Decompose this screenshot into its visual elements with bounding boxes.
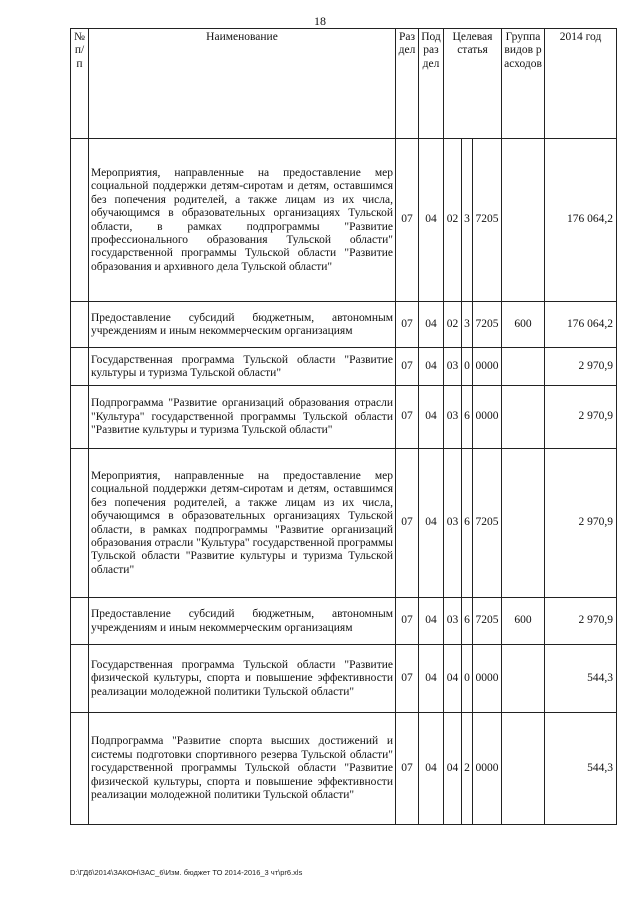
amount-cell: 176 064,2 [545,302,617,348]
group-cell [502,713,545,825]
name-cell: Подпрограмма "Развитие спорта высших достижений и системы подготовки спортивного резерва Тульской области" государственной программы Тульской области "Развитие физической культуры, спорта и повышение эффективности реализации молодежной политики Тульской области" [89,713,396,825]
header-name: Наименование [89,29,396,139]
name-cell: Мероприятия, направленные на предоставление мер социальной поддержки детям-сиротам и детям, оставшимся без попечения родителей, а также лицам из их числа, обучающимся в образовательных организациях Тульской области, в рамках подпрограммы "Развитие организаций образования отрасли "Культура" государственной программы Тульской области "Развитие культуры и туризма Тульской области" [89,449,396,598]
num-cell [71,449,89,598]
header-year: 2014 год [545,29,617,139]
razdel-cell: 07 [396,386,419,449]
file-path-footer: D:\ГД6\2014\ЗАКОН\ЗАС_6\Изм. бюджет ТО 2014-2016_3 чт\pr6.xls [70,868,303,877]
target-part1-cell: 02 [444,139,462,302]
target-part1-cell: 02 [444,302,462,348]
table-header-row [71,29,617,139]
amount-cell: 2 970,9 [545,348,617,386]
target-part2-cell: 2 [462,713,473,825]
podrazdel-cell: 04 [419,348,444,386]
target-part1-cell: 03 [444,449,462,598]
table-row [71,348,617,386]
budget-table [70,28,617,825]
amount-cell: 2 970,9 [545,449,617,598]
razdel-cell: 07 [396,302,419,348]
target-part2-cell: 6 [462,449,473,598]
num-cell [71,598,89,645]
num-cell [71,139,89,302]
num-cell [71,348,89,386]
num-cell [71,645,89,713]
name-cell: Мероприятия, направленные на предоставление мер социальной поддержки детям-сиротам и детям, оставшимся без попечения родителей, а также лицам из их числа, обучающимся в образовательных организациях Тульской области, в рамках подпрограммы "Развитие профессионального образования Тульской области" государственной программы Тульской области "Развитие образования и архивного дела Тульской области" [89,139,396,302]
amount-cell: 2 970,9 [545,598,617,645]
razdel-cell: 07 [396,348,419,386]
group-cell [502,139,545,302]
table-row [71,139,617,302]
amount-cell: 544,3 [545,645,617,713]
name-cell: Государственная программа Тульской области "Развитие физической культуры, спорта и повышение эффективности реализации молодежной политики Тульской области" [89,645,396,713]
name-cell: Предоставление субсидий бюджетным, автономным учреждениям и иным некоммерческим организациям [89,302,396,348]
name-cell: Подпрограмма "Развитие организаций образования отрасли "Культура" государственной программы Тульской области "Развитие культуры и туризма Тульской области" [89,386,396,449]
group-cell [502,645,545,713]
header-group: Группа видов расходов [502,29,545,139]
target-part3-cell: 0000 [473,645,502,713]
razdel-cell: 07 [396,645,419,713]
amount-cell: 2 970,9 [545,386,617,449]
target-part2-cell: 6 [462,386,473,449]
group-cell: 600 [502,302,545,348]
header-target: Целевая статья [444,29,502,139]
target-part3-cell: 7205 [473,598,502,645]
amount-cell: 176 064,2 [545,139,617,302]
podrazdel-cell: 04 [419,645,444,713]
razdel-cell: 07 [396,449,419,598]
header-podrazdel: Подраздел [419,29,444,139]
target-part3-cell: 0000 [473,386,502,449]
header-num: № п/п [71,29,89,139]
podrazdel-cell: 04 [419,386,444,449]
page-number: 18 [314,14,326,28]
group-cell [502,449,545,598]
razdel-cell: 07 [396,713,419,825]
num-cell [71,302,89,348]
podrazdel-cell: 04 [419,302,444,348]
target-part3-cell: 0000 [473,713,502,825]
num-cell [71,386,89,449]
target-part3-cell: 0000 [473,348,502,386]
podrazdel-cell: 04 [419,139,444,302]
podrazdel-cell: 04 [419,713,444,825]
table-row [71,386,617,449]
amount-cell: 544,3 [545,713,617,825]
target-part3-cell: 7205 [473,139,502,302]
group-cell: 600 [502,598,545,645]
name-cell: Предоставление субсидий бюджетным, автономным учреждениям и иным некоммерческим организациям [89,598,396,645]
target-part2-cell: 3 [462,139,473,302]
target-part1-cell: 03 [444,386,462,449]
podrazdel-cell: 04 [419,449,444,598]
table-row [71,598,617,645]
razdel-cell: 07 [396,139,419,302]
header-razdel: Раздел [396,29,419,139]
target-part1-cell: 04 [444,645,462,713]
target-part1-cell: 03 [444,598,462,645]
target-part2-cell: 0 [462,348,473,386]
target-part3-cell: 7205 [473,449,502,598]
name-cell: Государственная программа Тульской области "Развитие культуры и туризма Тульской области" [89,348,396,386]
target-part2-cell: 0 [462,645,473,713]
podrazdel-cell: 04 [419,598,444,645]
target-part1-cell: 03 [444,348,462,386]
target-part2-cell: 3 [462,302,473,348]
table-row [71,713,617,825]
target-part1-cell: 04 [444,713,462,825]
num-cell [71,713,89,825]
target-part2-cell: 6 [462,598,473,645]
table-row [71,645,617,713]
razdel-cell: 07 [396,598,419,645]
table-row [71,302,617,348]
table-row [71,449,617,598]
target-part3-cell: 7205 [473,302,502,348]
group-cell [502,348,545,386]
group-cell [502,386,545,449]
